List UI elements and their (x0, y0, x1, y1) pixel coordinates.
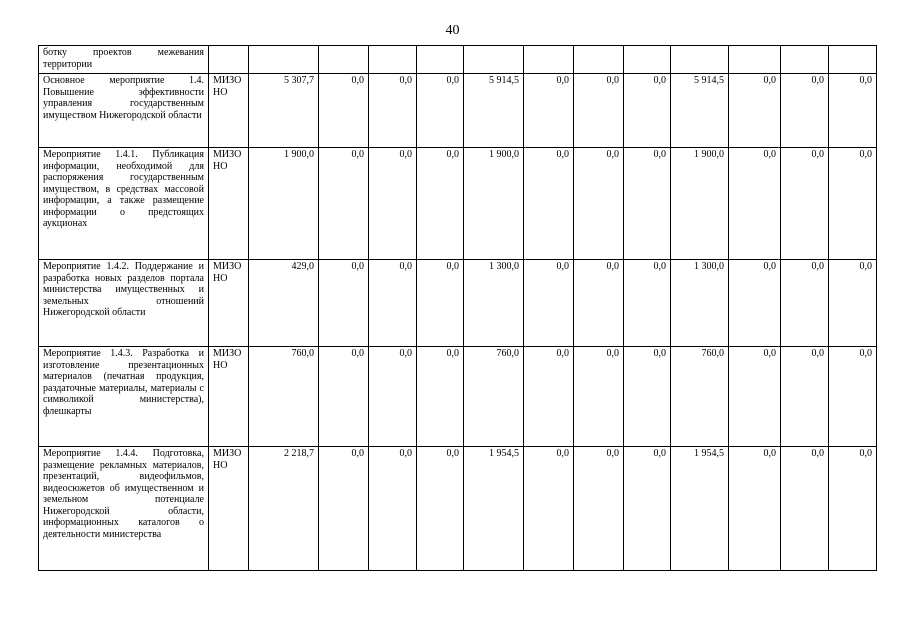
value-cell: 0,0 (524, 260, 574, 347)
value-cell: 0,0 (319, 347, 369, 447)
value-cell: 2 218,7 (249, 447, 319, 571)
value-cell: 0,0 (829, 447, 877, 571)
value-cell: 760,0 (464, 347, 524, 447)
value-cell: 0,0 (829, 260, 877, 347)
value-cell: 0,0 (574, 447, 624, 571)
executor-cell: МИЗО НО (209, 260, 249, 347)
table-row (39, 148, 877, 260)
executor-cell (209, 46, 249, 74)
measure-description: Мероприятие 1.4.4. Подготовка, размещение рекламных материалов, презентаций, видеофильмов, видеосюжетов об имущественном и земельном потенциале Нижегородской области, информационных каталогов о деятельности министерства (39, 447, 209, 571)
value-cell: 0,0 (319, 447, 369, 571)
value-cell: 0,0 (369, 148, 417, 260)
value-cell (319, 46, 369, 74)
value-cell: 1 900,0 (671, 148, 729, 260)
value-cell: 0,0 (574, 260, 624, 347)
table-body (39, 46, 877, 571)
value-cell: 0,0 (417, 347, 464, 447)
value-cell (624, 46, 671, 74)
value-cell: 0,0 (781, 74, 829, 148)
value-cell: 1 954,5 (671, 447, 729, 571)
value-cell: 0,0 (417, 148, 464, 260)
value-cell: 760,0 (249, 347, 319, 447)
executor-cell: МИЗО НО (209, 447, 249, 571)
value-cell: 5 914,5 (464, 74, 524, 148)
table-row (39, 447, 877, 571)
value-cell (781, 46, 829, 74)
value-cell: 0,0 (524, 74, 574, 148)
value-cell (729, 46, 781, 74)
measure-description: ботку проектов межевания территории (39, 46, 209, 74)
value-cell: 0,0 (729, 447, 781, 571)
value-cell: 0,0 (369, 347, 417, 447)
table-row (39, 260, 877, 347)
value-cell: 0,0 (781, 148, 829, 260)
executor-cell: МИЗО НО (209, 74, 249, 148)
value-cell: 1 900,0 (249, 148, 319, 260)
value-cell: 0,0 (781, 347, 829, 447)
value-cell: 1 954,5 (464, 447, 524, 571)
value-cell: 0,0 (574, 74, 624, 148)
value-cell: 0,0 (729, 260, 781, 347)
value-cell: 0,0 (319, 260, 369, 347)
value-cell: 760,0 (671, 347, 729, 447)
value-cell: 0,0 (729, 148, 781, 260)
value-cell: 5 307,7 (249, 74, 319, 148)
value-cell: 1 300,0 (671, 260, 729, 347)
executor-cell: МИЗО НО (209, 347, 249, 447)
value-cell (671, 46, 729, 74)
value-cell: 0,0 (524, 447, 574, 571)
value-cell: 0,0 (781, 260, 829, 347)
value-cell (417, 46, 464, 74)
value-cell: 1 900,0 (464, 148, 524, 260)
value-cell: 0,0 (319, 148, 369, 260)
value-cell: 0,0 (624, 260, 671, 347)
value-cell: 0,0 (829, 148, 877, 260)
value-cell: 0,0 (369, 260, 417, 347)
value-cell (524, 46, 574, 74)
page-number: 40 (445, 23, 460, 38)
value-cell: 0,0 (417, 74, 464, 148)
measure-description: Мероприятие 1.4.2. Поддержание и разработка новых разделов портала министерства имущественных и земельных отношений Нижегородской области (39, 260, 209, 347)
table-row (39, 46, 877, 74)
value-cell: 5 914,5 (671, 74, 729, 148)
measure-description: Мероприятие 1.4.1. Публикация информации, необходимой для распоряжения государственным имуществом, в средствах массовой информации, а также размещение информации о предстоящих аукционах (39, 148, 209, 260)
value-cell: 0,0 (524, 148, 574, 260)
value-cell: 0,0 (624, 74, 671, 148)
value-cell (369, 46, 417, 74)
executor-cell: МИЗО НО (209, 148, 249, 260)
measure-description: Мероприятие 1.4.3. Разработка и изготовление презентационных материалов (печатная продукция, раздаточные материалы, материалы с символикой министерства), флешкарты (39, 347, 209, 447)
value-cell: 0,0 (624, 148, 671, 260)
value-cell: 0,0 (369, 74, 417, 148)
value-cell: 0,0 (729, 347, 781, 447)
value-cell: 1 300,0 (464, 260, 524, 347)
value-cell (829, 46, 877, 74)
value-cell: 0,0 (319, 74, 369, 148)
value-cell (249, 46, 319, 74)
value-cell (574, 46, 624, 74)
value-cell (464, 46, 524, 74)
value-cell: 0,0 (781, 447, 829, 571)
measure-description: Основное мероприятие 1.4. Повышение эффективности управления государственным имуществом Нижегородской области (39, 74, 209, 148)
value-cell: 0,0 (524, 347, 574, 447)
value-cell: 0,0 (829, 347, 877, 447)
value-cell: 0,0 (624, 447, 671, 571)
value-cell: 0,0 (369, 447, 417, 571)
value-cell: 0,0 (574, 148, 624, 260)
value-cell: 0,0 (829, 74, 877, 148)
table-row (39, 347, 877, 447)
value-cell: 0,0 (729, 74, 781, 148)
value-cell: 0,0 (624, 347, 671, 447)
value-cell: 0,0 (574, 347, 624, 447)
budget-table (38, 45, 877, 571)
value-cell: 429,0 (249, 260, 319, 347)
value-cell: 0,0 (417, 260, 464, 347)
table-row (39, 74, 877, 148)
value-cell: 0,0 (417, 447, 464, 571)
